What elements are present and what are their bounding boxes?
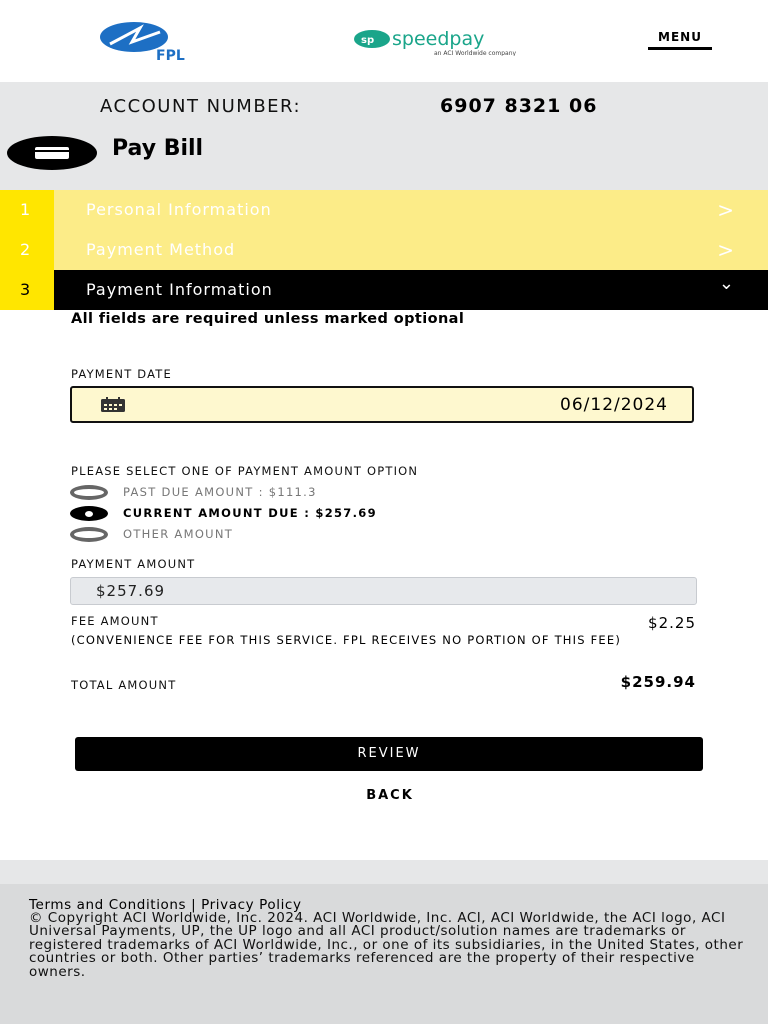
svg-text:sp: sp	[361, 35, 375, 46]
svg-text:an ACI Worldwide company: an ACI Worldwide company	[434, 50, 517, 56]
app-header	[0, 0, 768, 82]
menu-label: MENU	[658, 30, 702, 44]
total-amount-value: $259.94	[620, 673, 696, 691]
payment-date-field[interactable]	[70, 386, 694, 423]
radio-button[interactable]	[70, 527, 108, 542]
svg-text:speedpay: speedpay	[392, 28, 485, 50]
step-payment-method[interactable]	[0, 230, 768, 270]
menu-bar	[648, 47, 712, 50]
speedpay-logo	[352, 26, 572, 56]
payment-date-label: PAYMENT DATE	[71, 367, 172, 381]
step-label: Payment Method	[54, 230, 768, 270]
step-label: Personal Information	[54, 190, 768, 230]
terms-and-conditions-link[interactable]: Terms and Conditions	[29, 897, 187, 913]
step-label: Payment Information	[54, 270, 768, 310]
copyright-text: © Copyright ACI Worldwide, Inc. 2024. ACI Worldwide, Inc. ACI, ACI Worldwide, the ACI logo, ACI Universal Payments, UP, the UP logo and all ACI product/solution names are trademarks or registered trademarks of ACI Worldwide, Inc., or one of its subsidiaries, in the United States, other countries or both. Other parties’ trademarks referenced are the property of their respective owners.	[29, 910, 744, 980]
back-link[interactable]: BACK	[366, 788, 414, 803]
radio-button[interactable]	[70, 485, 108, 500]
radio-label: OTHER AMOUNT	[123, 527, 234, 541]
step-number: 1	[0, 190, 54, 230]
account-number-label: ACCOUNT NUMBER:	[100, 96, 302, 117]
required-fields-note: All fields are required unless marked optional	[71, 311, 465, 327]
step-number: 3	[0, 270, 54, 310]
amount-option-label: PLEASE SELECT ONE OF PAYMENT AMOUNT OPTION	[71, 464, 419, 478]
footer-divider	[0, 860, 768, 884]
fpl-logo[interactable]	[100, 20, 204, 62]
payment-date-value: 06/12/2024	[560, 395, 668, 415]
account-number-value: 6907 8321 06	[440, 95, 598, 117]
fee-amount-value: $2.25	[648, 614, 696, 632]
credit-card-icon	[7, 136, 97, 170]
step-payment-information[interactable]	[0, 270, 768, 310]
total-amount-label: TOTAL AMOUNT	[71, 678, 177, 692]
fee-amount-label: FEE AMOUNT	[71, 614, 159, 628]
radio-button-selected[interactable]	[70, 506, 108, 521]
radio-label: CURRENT AMOUNT DUE : $257.69	[123, 506, 377, 520]
footer-separator: |	[186, 897, 202, 913]
payment-amount-label: PAYMENT AMOUNT	[71, 557, 196, 571]
chevron-down-icon: ⌄	[718, 273, 734, 294]
radio-label: PAST DUE AMOUNT : $111.3	[123, 485, 317, 499]
step-number: 2	[0, 230, 54, 270]
page-title: Pay Bill	[112, 136, 204, 161]
chevron-right-icon: >	[717, 198, 734, 222]
payment-amount-field: $257.69	[70, 577, 697, 605]
calendar-icon[interactable]	[100, 397, 126, 413]
step-personal-information[interactable]	[0, 190, 768, 230]
privacy-policy-link[interactable]: Privacy Policy	[201, 897, 302, 913]
fee-note: (CONVENIENCE FEE FOR THIS SERVICE. FPL RECEIVES NO PORTION OF THIS FEE)	[71, 633, 622, 647]
review-button[interactable]: REVIEW	[75, 737, 703, 771]
menu-button[interactable]	[648, 30, 712, 54]
svg-text:FPL: FPL	[156, 48, 185, 62]
chevron-right-icon: >	[717, 238, 734, 262]
